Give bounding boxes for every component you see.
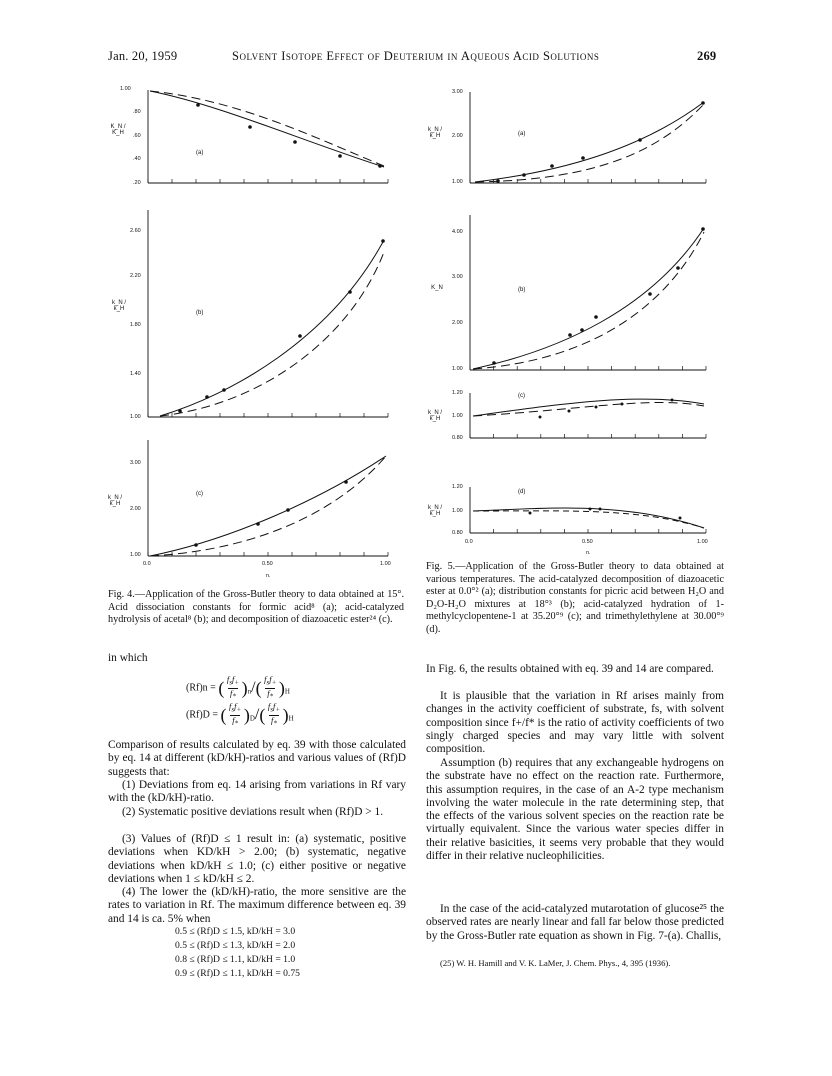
fig4a-ytick: .60 xyxy=(133,133,141,139)
fig5-xlabel: n. xyxy=(586,550,591,556)
fig5c-ytick: 1.20 xyxy=(452,390,463,396)
fig4c-panel-label: (c) xyxy=(196,491,203,497)
fig5-panel-b-frame xyxy=(470,215,706,370)
fig5-caption: Fig. 5.—Application of the Gross-Butler theory to data obtained at various temperatures. The acid-catalyzed decomposition of diazoacetic ester at 0.0°² (a); distribution constants for picric acid between H₂O and D₂O-H₂O mixtures at 18°³ (b); acid-catalyzed hydration of 1-methylcyclopentene-1 at 35.20°⁹ (c); and trimethylethylene at 30.00°⁹ (d). xyxy=(426,561,724,635)
fig5a-ytick: 1.00 xyxy=(452,179,463,185)
fig4c-solid-curve xyxy=(150,456,386,556)
fig4a-solid-curve xyxy=(150,91,384,167)
fig4b-ytick: 2.20 xyxy=(130,273,141,279)
fig4-xtick: 1.00 xyxy=(380,561,391,567)
fig4-caption: Fig. 4.—Application of the Gross-Butler theory to data obtained at 15°. Acid dissociation constants for formic acid⁸ (a); acid-catalyzed hydrolysis of acetal⁸ (b); and decomposition of diazoacetic ester²⁴ (c). xyxy=(108,589,404,626)
left-item-2: (2) Systematic positive deviations result when (Rf)D > 1. xyxy=(122,806,384,818)
fig5c-ylabel: k_N / k_H xyxy=(427,410,442,422)
fig5c-ytick: 1.00 xyxy=(452,413,463,419)
right-paragraph-3: Assumption (b) requires that any exchangeable hydrogens on the substrate have no effect on the reaction rate. Furthermore, this assumption requires, in the case of an A-2 type mechanism involving the water molecule in the rate determining step, that the effects of the various solvent species on the reaction rate be virtually equivalent. Since the various water species differ in their relative basicities, it seems very probable that they would differ in their relative nucleophilicities. xyxy=(426,757,724,863)
fig5d-ytick: 0.80 xyxy=(452,530,463,536)
fig5c-ytick: 0.80 xyxy=(452,435,463,441)
fig4a-ytick: .40 xyxy=(133,156,141,162)
fig5a-dashed-curve xyxy=(475,104,704,182)
fig5-xtick: 0.0 xyxy=(465,539,473,545)
fig4b-ytick: 1.40 xyxy=(130,371,141,377)
right-paragraph-1: In Fig. 6, the results obtained with eq. 39 and 14 are compared. xyxy=(426,663,714,675)
fig4c-dashed-curve xyxy=(150,456,386,556)
fig5d-dashed-curve xyxy=(473,511,704,528)
fig5-xtick: 0.50 xyxy=(582,539,593,545)
fig5a-ytick: 2.00 xyxy=(452,133,463,139)
fig4-xtick: 0.50 xyxy=(262,561,273,567)
condition-line: 0.5 ≤ (Rf)D ≤ 1.5, kD/kH = 3.0 xyxy=(175,926,296,937)
data-points xyxy=(178,101,705,547)
left-item-1: (1) Deviations from eq. 14 arising from variations in Rf vary with the (kD/kH)-ratio. xyxy=(108,779,406,805)
fig4a-ytick: .20 xyxy=(133,180,141,186)
equation-lhs: (Rf)n = xyxy=(186,682,216,694)
fig5c-panel-label: (c) xyxy=(518,393,525,399)
fig4-xlabel: n. xyxy=(266,573,271,579)
fig4c-ytick: 1.00 xyxy=(130,552,141,558)
fig4b-ytick: 2.60 xyxy=(130,228,141,234)
fig4b-ytick: 1.00 xyxy=(130,414,141,420)
fig5c-dashed-curve xyxy=(473,403,704,417)
fig4-panel-b-frame xyxy=(148,210,388,417)
fig4-xtick: 0.0 xyxy=(143,561,151,567)
footnote: (25) W. H. Hamill and V. K. LaMer, J. Chem. Phys., 4, 395 (1936). xyxy=(440,958,671,968)
fig5d-ytick: 1.20 xyxy=(452,484,463,490)
fig5-xtick: 1.00 xyxy=(697,539,708,545)
fig4c-ytick: 2.00 xyxy=(130,506,141,512)
fig5b-ytick: 4.00 xyxy=(452,229,463,235)
left-item-4: (4) The lower the (kD/kH)-ratio, the more sensitive are the rates to variation in Rf. The maximum difference between eq. 39 and 14 is ca. 5% when xyxy=(108,886,406,925)
equation-rf-d: (Rf)D = ( $f_sf_+$ $f_*$ )$_D/$( $f_sf_+$ $f_*$ )$_H$ xyxy=(186,701,294,728)
fig4c-ytick: 3.00 xyxy=(130,460,141,466)
equation-rf-n: (Rf)n = ( $f_sf_+$ $f_*$ )$_n/$( $f_sf_+$ $f_*$ )$_H$ xyxy=(186,674,290,701)
fig4a-ylabel: K_N / K_H xyxy=(110,124,126,136)
fig4b-solid-curve xyxy=(160,240,384,416)
fig5d-ytick: 1.00 xyxy=(452,508,463,514)
condition-line: 0.5 ≤ (Rf)D ≤ 1.3, kD/kH = 2.0 xyxy=(175,940,296,951)
in-which-text: in which xyxy=(108,652,148,664)
fig4b-ytick: 1.80 xyxy=(130,322,141,328)
fig5a-solid-curve xyxy=(475,102,704,182)
fig4-panel-c-frame xyxy=(148,440,388,556)
equation-lhs: (Rf)D = xyxy=(186,709,219,721)
fig5a-panel-label: (a) xyxy=(518,131,526,137)
fig5a-ylabel: k_N / k_H xyxy=(427,127,442,139)
fig5b-ylabel: K_N xyxy=(431,285,443,291)
fig4a-panel-label: (a) xyxy=(196,150,204,156)
fig5b-ytick: 3.00 xyxy=(452,274,463,280)
fig5b-ytick: 2.00 xyxy=(452,320,463,326)
fig5b-solid-curve xyxy=(473,228,704,369)
right-paragraph-4: In the case of the acid-catalyzed mutarotation of glucose²⁵ the observed rates are nearly linear and fall far below those predicted by the Gross-Butler rate equation as shown in Fig. 7-(a). Challis, xyxy=(426,903,724,942)
fig4a-ytick: 1.00 xyxy=(120,86,131,92)
fig4c-ylabel: k_N / k_H xyxy=(107,495,122,507)
fig5b-panel-label: (b) xyxy=(518,287,526,293)
running-title: Solvent Isotope Effect of Deuterium in Aqueous Acid Solutions xyxy=(232,49,600,63)
fig4b-ylabel: k_N / k_H xyxy=(111,300,126,312)
fig4-panel-a-frame xyxy=(148,90,388,183)
right-paragraph-2: It is plausible that the variation in Rf arises mainly from changes in the activity coefficient of substrate, fs, with solvent composition since f+/f* is the ratio of activity coefficients of two singly charged species and may vary little with solvent composition. xyxy=(426,690,724,756)
fig5d-panel-label: (d) xyxy=(518,489,526,495)
header-date: Jan. 20, 1959 xyxy=(108,49,178,63)
page-number: 269 xyxy=(697,49,717,63)
condition-line: 0.8 ≤ (Rf)D ≤ 1.1, kD/kH = 1.0 xyxy=(175,954,296,965)
fig4a-ytick: .80 xyxy=(133,109,141,115)
fig5a-ytick: 3.00 xyxy=(452,89,463,95)
left-paragraph: Comparison of results calculated by eq. 39 with those calculated by eq. 14 at different (kD/kH)-ratios and various values of (Rf)D suggests that: xyxy=(108,739,406,778)
fig5b-ytick: 1.00 xyxy=(452,366,463,372)
fig5b-dashed-curve xyxy=(473,232,704,369)
fig4b-panel-label: (b) xyxy=(196,310,204,316)
fig5d-ylabel: k_N / k_H xyxy=(427,505,442,517)
condition-line: 0.9 ≤ (Rf)D ≤ 1.1, kD/kH = 0.75 xyxy=(175,968,300,979)
left-item-3: (3) Values of (Rf)D ≤ 1 result in: (a) systematic, positive deviations when KD/kH > 2.00; (b) systematic, negative deviations when kD/kH ≤ 1.0; (c) either positive or negative deviations when 1 ≤ kD/kH ≤ 2. xyxy=(108,833,406,885)
fig4b-dashed-curve xyxy=(160,252,384,416)
